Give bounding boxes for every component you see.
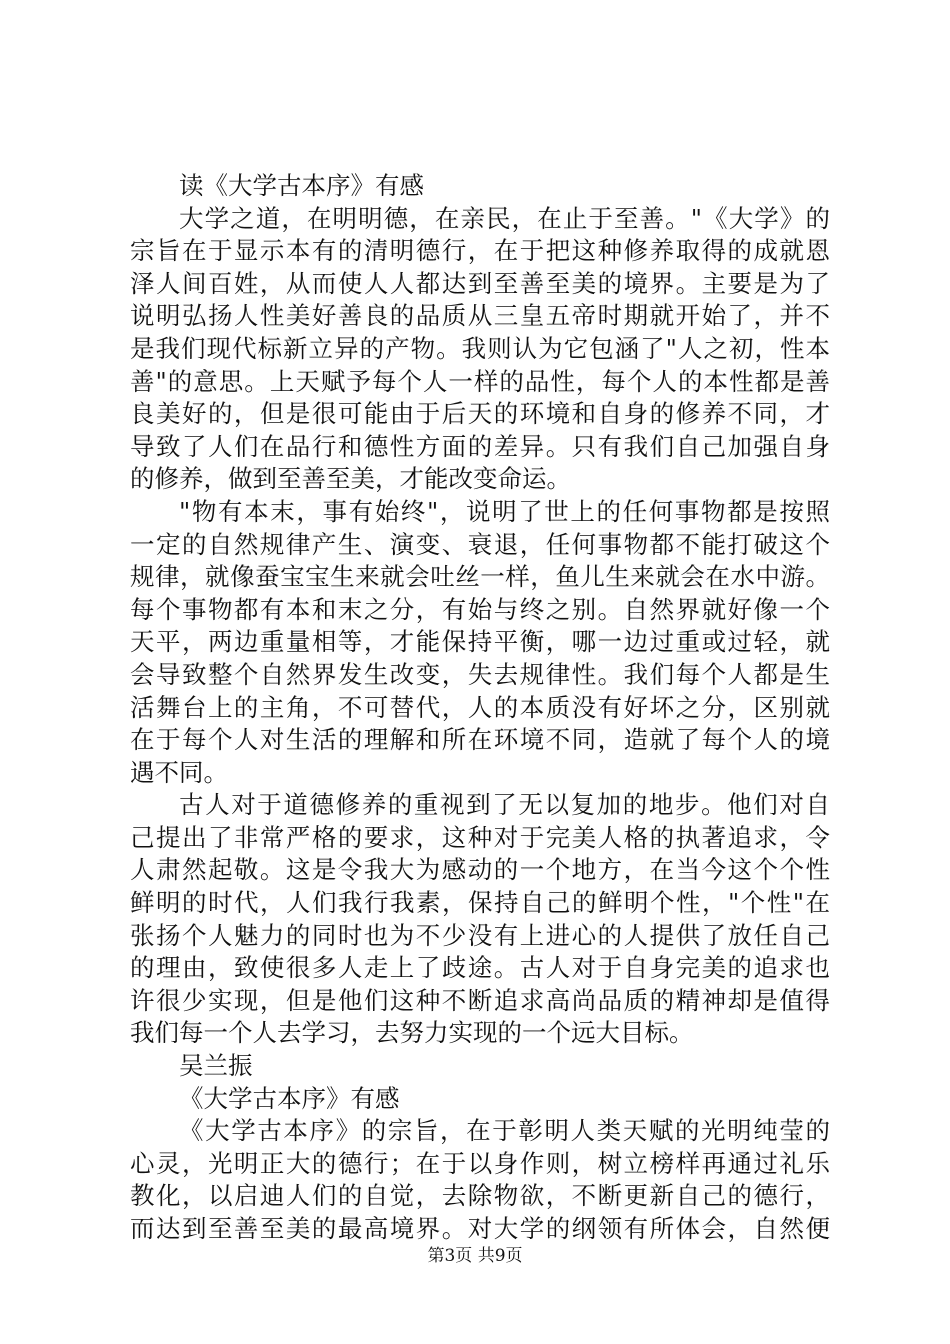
text-line: 的修养，做到至善至美，才能改变命运。: [130, 464, 571, 494]
text-line: 一定的自然规律产生、演变、衰退，任何事物都不能打破这个: [130, 529, 830, 559]
text-line: 鲜明的时代，人们我行我素，保持自己的鲜明个性，"个性"在: [130, 888, 830, 918]
text-line: 是我们现代标新立异的产物。我则认为它包涵了"人之初，性本: [130, 333, 830, 363]
text-line: 张扬个人魅力的同时也为不少没有上进心的人提供了放任自己: [130, 920, 830, 950]
text-line: 说明弘扬人性美好善良的品质从三皇五帝时期就开始了，并不: [130, 301, 830, 331]
text-line: 会导致整个自然界发生改变，失去规律性。我们每个人都是生: [130, 659, 830, 689]
text-line: 活舞台上的主角，不可替代，人的本质没有好坏之分，区别就: [130, 692, 830, 722]
text-line: 遇不同。: [130, 757, 228, 787]
text-line: 人肃然起敬。这是令我大为感动的一个地方，在当今这个个性: [130, 855, 830, 885]
text-line: 己提出了非常严格的要求，这种对于完美人格的执著追求，令: [130, 822, 830, 852]
text-line: 而达到至善至美的最高境界。对大学的纲领有所体会，自然便: [130, 1214, 830, 1243]
text-line: 许很少实现，但是他们这种不断追求高尚品质的精神却是值得: [130, 985, 830, 1015]
text-line: 宗旨在于显示本有的清明德行，在于把这种修养取得的成就恩: [130, 236, 830, 266]
text-line: 我们每一个人去学习，去努力实现的一个远大目标。: [130, 1018, 694, 1048]
text-line: 心灵，光明正大的德行；在于以身作则，树立榜样再通过礼乐: [130, 1148, 830, 1178]
text-line: 读《大学古本序》有感: [179, 171, 424, 200]
text-line: 的理由，致使很多人走上了歧途。古人对于自身完美的追求也: [130, 953, 830, 983]
text-line: 《大学古本序》有感: [179, 1083, 400, 1113]
text-line: 大学之道，在明明德，在亲民，在止于至善。"《大学》的: [179, 203, 830, 233]
text-line: 每个事物都有本和末之分，有始与终之别。自然界就好像一个: [130, 594, 830, 624]
document-body: [130, 170, 830, 1246]
text-line: 泽人间百姓，从而使人人都达到至善至美的境界。主要是为了: [130, 268, 830, 298]
text-line: 在于每个人对生活的理解和所在环境不同，造就了每个人的境: [130, 725, 830, 755]
text-line: 天平，两边重量相等，才能保持平衡，哪一边过重或过轻，就: [130, 627, 830, 657]
text-line: 导致了人们在品行和德性方面的差异。只有我们自己加强自身: [130, 431, 830, 461]
text-line: 《大学古本序》的宗旨，在于彰明人类天赋的光明纯莹的: [179, 1116, 830, 1146]
page-footer: 第3页 共9页: [427, 1246, 523, 1266]
text-line: 教化，以启迪人们的自觉，去除物欲，不断更新自己的德行，: [130, 1181, 830, 1211]
text-line: 吴兰振: [179, 1051, 253, 1081]
text-line: 善"的意思。上天赋予每个人一样的品性，每个人的本性都是善: [130, 366, 830, 396]
text-line: "物有本末，事有始终"，说明了世上的任何事物都是按照: [179, 496, 830, 526]
text-line: 良美好的，但是很可能由于后天的环境和自身的修养不同，才: [130, 399, 830, 429]
text-line: 古人对于道德修养的重视到了无以复加的地步。他们对自: [179, 790, 830, 820]
text-line: 规律，就像蚕宝宝生来就会吐丝一样，鱼儿生来就会在水中游。: [130, 562, 830, 592]
